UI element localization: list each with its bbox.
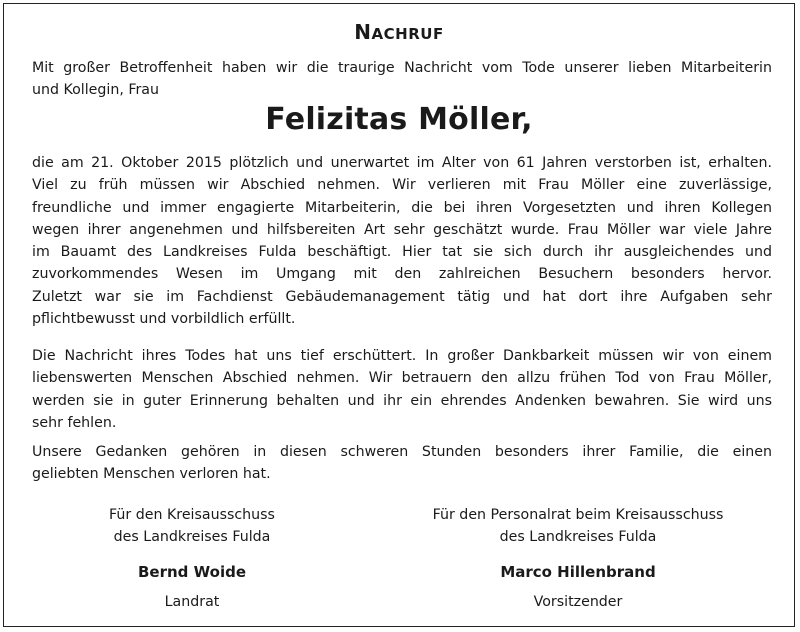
text-line: im Bauamt des Landkreises Fulda beschäftigt. Hier tat sie sich durch ihr ausgleichendes und	[32, 244, 772, 261]
text-line: werden sie in guter Erinnerung behalten und ihr ein ehrendes Andenken bewahren. Sie wird uns	[32, 392, 772, 409]
text-line: Zuletzt war sie im Fachdienst Gebäudemanagement tätig und hat dort ihre Aufgaben sehr	[32, 288, 772, 305]
obituary-notice	[3, 3, 795, 627]
signature-org-line: Für den Kreisausschuss	[109, 507, 275, 523]
notice-heading	[4, 20, 794, 44]
text-line: und Kollegin, Frau	[32, 82, 159, 99]
text-line: zuvorkommendes Wesen im Umgang mit den zahlreichen Besuchern besonders hervor.	[32, 266, 772, 283]
text-line: Die Nachricht ihres Todes hat uns tief erschüttert. In großer Dankbarkeit müssen wir von einem	[32, 348, 772, 364]
text-line: pflichtbewusst und vorbildlich erfüllt.	[32, 311, 296, 328]
text-line: Mit großer Betroffenheit haben wir die traurige Nachricht vom Tode unserer lieben Mitarbeiterin	[32, 60, 772, 76]
paragraph-1	[32, 152, 772, 330]
text-line: liebenswerten Menschen Abschied nehmen. Wir betrauern den allzu frühen Tod von Frau Möller,	[32, 370, 772, 387]
signature-org-line: des Landkreises Fulda	[113, 529, 271, 545]
signature-left	[2, 504, 382, 613]
text-line: Unsere Gedanken gehören in diesen schweren Stunden besonders ihrer Familie, die einen	[32, 444, 772, 460]
text-line: Viel zu früh müssen wir Abschied nehmen. Wir verlieren mit Frau Möller eine zuverlässige,	[32, 177, 772, 194]
text-line: die am 21. Oktober 2015 plötzlich und unerwartet im Alter von 61 Jahren verstorben ist, erhalten.	[32, 155, 772, 171]
paragraph-3	[32, 441, 772, 486]
signature-org-line: Für den Personalrat beim Kreisausschuss	[432, 507, 724, 523]
intro-text	[32, 57, 772, 102]
signature-org-line: des Landkreises Fulda	[499, 529, 657, 545]
deceased-name: Felizitas Möller,	[265, 102, 533, 137]
signatory-name: Marco Hillenbrand	[500, 563, 656, 581]
signatory-role: Vorsitzender	[533, 594, 623, 610]
text-line: sehr fehlen.	[32, 414, 117, 431]
text-line: freundliche und immer engagierte Mitarbeiterin, die bei ihren Vorgesetzten und ihren Kollegen	[32, 199, 772, 216]
heading-rest: ACHRUF	[371, 25, 444, 43]
text-line: geliebten Menschen verloren hat.	[32, 466, 271, 483]
text-line: wegen ihrer angenehmen und hilfsbereiten Art sehr geschätzt wurde. Frau Möller war viele Jahre	[32, 221, 772, 238]
paragraph-2	[32, 345, 772, 434]
signatory-name: Bernd Woide	[137, 563, 246, 581]
heading-initial: N	[354, 20, 372, 44]
signature-right	[388, 504, 768, 613]
signatory-role: Landrat	[164, 594, 220, 610]
